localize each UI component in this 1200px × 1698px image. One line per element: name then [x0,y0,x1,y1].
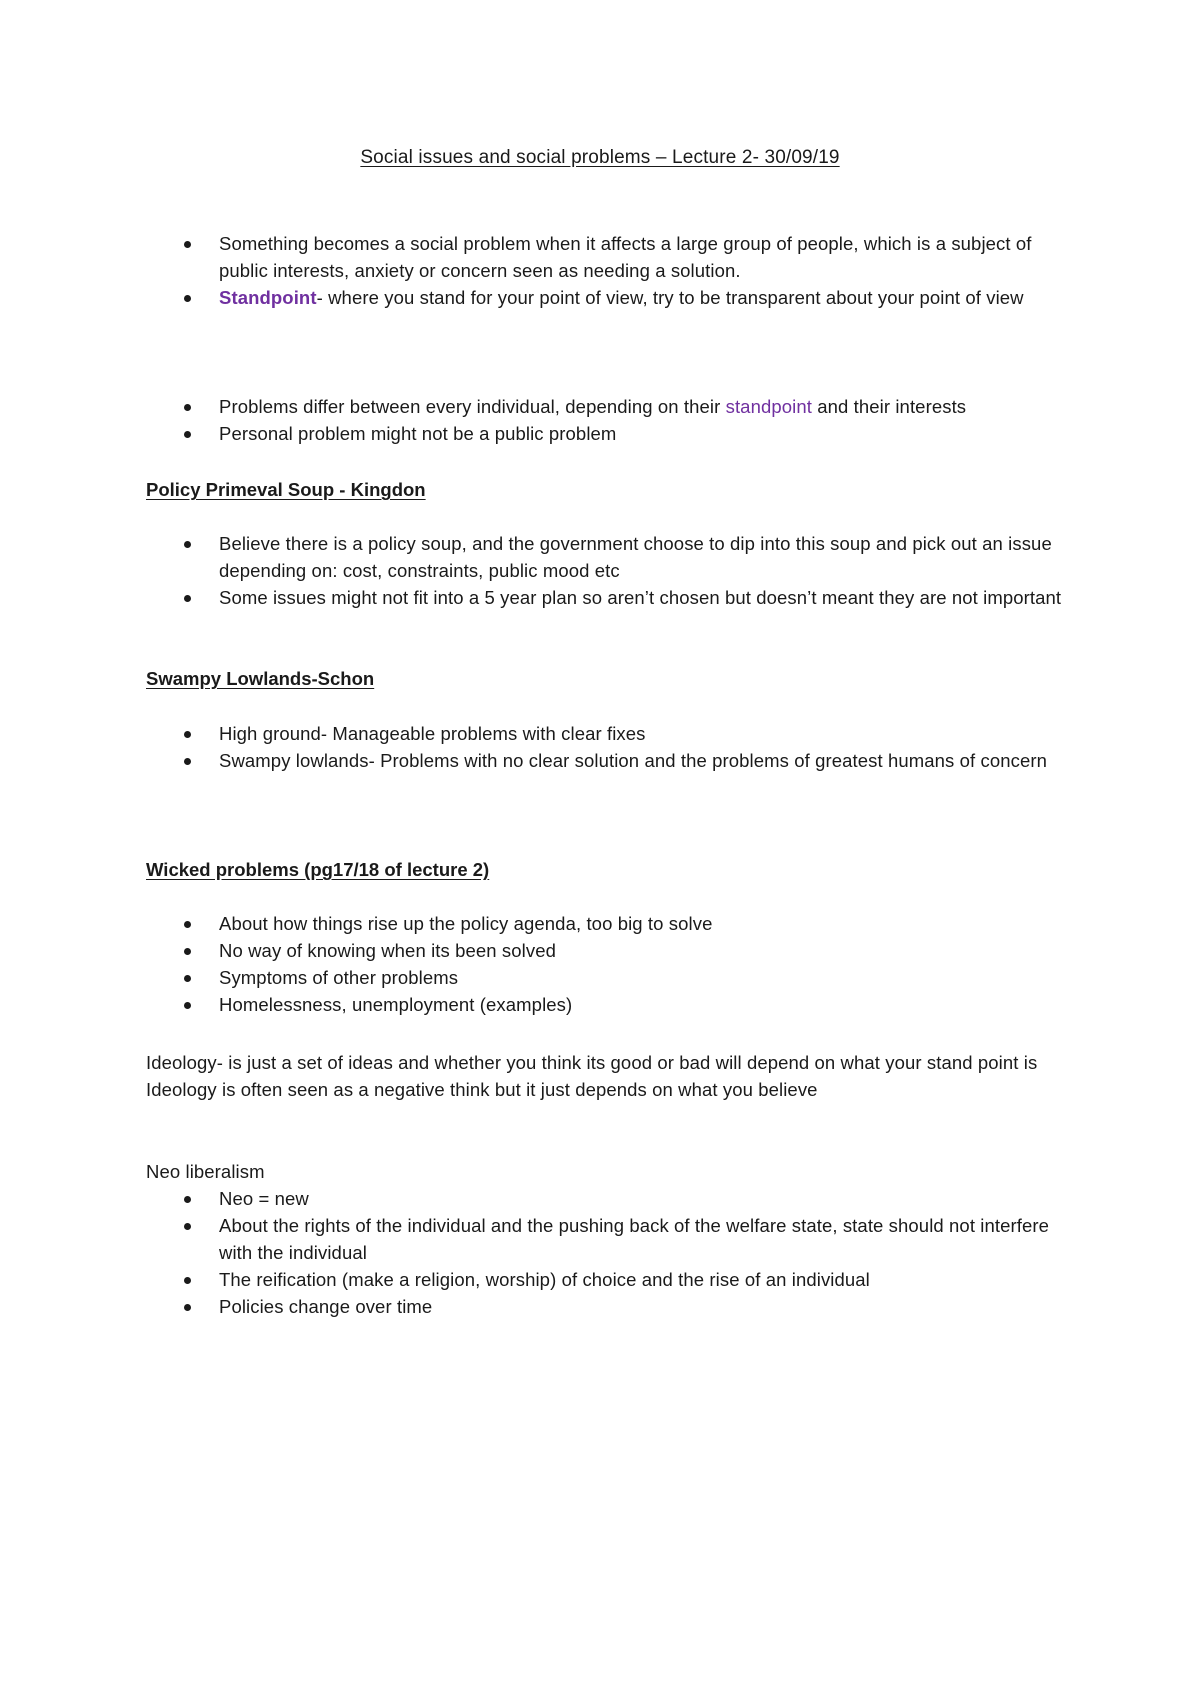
bullet-icon [184,404,191,411]
section-heading-wicked: Wicked problems (pg17/18 of lecture 2) [146,859,490,880]
neo-liberalism-list [146,1185,1076,1320]
bullet-icon [184,731,191,738]
bullet-icon [184,921,191,928]
bullet-icon [184,1002,191,1009]
list-item-text: Policies change over time [219,1296,433,1317]
list-item [146,964,1076,991]
list-item-text: About the rights of the individual and the pushing back of the welfare state, state should not interfere with the individual [219,1215,1050,1263]
neo-liberalism-heading: Neo liberalism [146,1161,265,1182]
list-item-text: The reification (make a religion, worship) of choice and the rise of an individual [219,1269,870,1290]
intro-list [146,230,1076,311]
list-item-text: Homelessness, unemployment (examples) [219,994,573,1015]
list-item-text: About how things rise up the policy agenda, too big to solve [219,913,713,934]
list-item [146,991,1076,1018]
ideology-line-1: Ideology- is just a set of ideas and whether you think its good or bad will depend on what your stand point is [146,1052,1038,1073]
list-item-text: Symptoms of other problems [219,967,459,988]
list-item [146,584,1076,611]
list-item-text: No way of knowing when its been solved [219,940,556,961]
bullet-icon [184,758,191,765]
list-item [146,720,1076,747]
list-item [146,1212,1076,1266]
intro-item-text: - where you stand for your point of view, try to be transparent about your point of view [316,287,1024,308]
list-item [146,1266,1076,1293]
ideology-paragraph [146,1049,1076,1103]
ideology-line-2: Ideology is often seen as a negative think but it just depends on what you believe [146,1079,818,1100]
list-item [146,230,1076,284]
list-item [146,530,1076,584]
list-item-text: High ground- Manageable problems with clear fixes [219,723,646,744]
bullet-icon [184,295,191,302]
list-item [146,937,1076,964]
list-item [146,393,1076,420]
list-item-text: Believe there is a policy soup, and the government choose to dip into this soup and pick out an issue depending on: cost, constraints, public mood etc [219,533,1052,581]
standpoint-term: Standpoint [219,287,317,308]
bullet-icon [184,1223,191,1230]
standpoint-term: standpoint [725,396,812,417]
intro-item-text: Something becomes a social problem when it affects a large group of people, which is a subject of public interests, anxiety or concern seen as needing a solution. [219,233,1032,281]
list-item [146,1293,1076,1320]
bullet-icon [184,595,191,602]
bullet-icon [184,1196,191,1203]
list-item-text: Some issues might not fit into a 5 year plan so aren’t chosen but doesn’t meant they are not important [219,587,1062,608]
section-heading-policy-soup: Policy Primeval Soup - Kingdon [146,479,426,500]
bullet-icon [184,431,191,438]
list-item [146,910,1076,937]
wicked-list [146,910,1076,1018]
list-item [146,747,1076,774]
list-item [146,420,1076,447]
page-title: Social issues and social problems – Lecture 2- 30/09/19 [360,147,840,168]
intro-item-text: Personal problem might not be a public problem [219,423,617,444]
swampy-list [146,720,1076,774]
bullet-icon [184,1304,191,1311]
intro-item-text: and their interests [811,396,967,417]
intro-list-2 [146,393,1076,447]
intro-item-text: Problems differ between every individual, depending on their [219,396,726,417]
list-item [146,1185,1076,1212]
bullet-icon [184,241,191,248]
list-item-text: Swampy lowlands- Problems with no clear solution and the problems of greatest humans of concern [219,750,1048,771]
list-item [146,284,1076,311]
bullet-icon [184,541,191,548]
policy-soup-list [146,530,1076,611]
list-item-text: Neo = new [219,1188,309,1209]
bullet-icon [184,1277,191,1284]
section-heading-swampy: Swampy Lowlands-Schon [146,668,375,689]
bullet-icon [184,948,191,955]
bullet-icon [184,975,191,982]
